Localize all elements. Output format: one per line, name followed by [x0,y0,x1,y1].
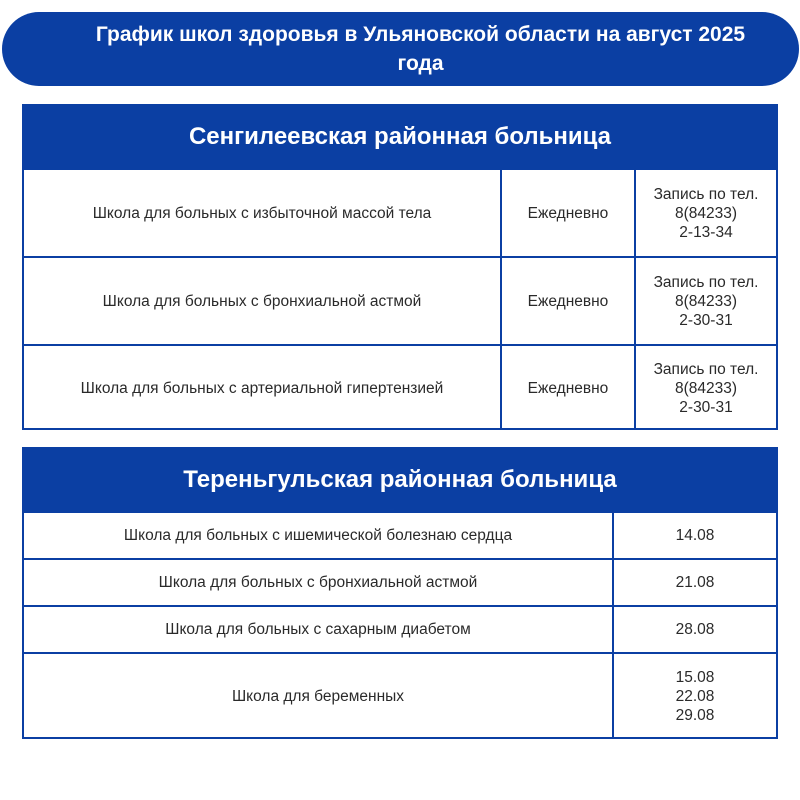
school-name-cell: Школа для беременных [231,687,405,705]
hospital-table-sengileevskaya [22,104,778,430]
contact-cell [634,346,776,430]
phone-code: 8(84233) [674,379,738,397]
hospital-table-terengulskaya [22,447,778,739]
contact-label: Запись по тел. [653,273,759,291]
phone-number: 2-30-31 [679,311,733,329]
date-value: 15.08 [675,668,715,686]
date-value: 22.08 [675,687,715,705]
contact-label: Запись по тел. [653,360,759,378]
table-row [24,344,776,430]
schedule-cell: Ежедневно [500,258,634,344]
table-row [24,168,776,256]
table-row [24,511,776,558]
table-row [24,256,776,344]
school-name-cell: Школа для больных с сахарным диабетом [165,621,471,638]
phone-code: 8(84233) [674,204,738,222]
table-row [24,605,776,652]
schedule-cell: Ежедневно [500,170,634,256]
date-value: 14.08 [675,527,715,544]
schedule-cell: Ежедневно [500,346,634,430]
date-cell [612,513,776,558]
school-name-cell: Школа для больных с артериальной гипертензией [80,379,444,397]
contact-cell [634,258,776,344]
date-cell [612,560,776,605]
contact-cell [634,170,776,256]
page-title: График школ здоровья в Ульяновской области на август 2025 года [95,23,746,75]
date-cell [612,654,776,738]
school-name-cell: Школа для больных с ишемической болезнаю сердца [123,527,513,544]
phone-number: 2-13-34 [679,223,733,241]
date-value: 29.08 [675,706,715,724]
phone-code: 8(84233) [674,292,738,310]
hospital-header: Тереньгульская районная больница [24,449,776,511]
title-banner [2,12,799,86]
date-value: 28.08 [675,621,715,638]
phone-number: 2-30-31 [679,398,733,416]
hospital-header: Сенгилеевская районная больница [24,106,776,168]
table-row [24,652,776,738]
date-value: 21.08 [675,574,715,591]
contact-label: Запись по тел. [653,185,759,203]
school-name-cell: Школа для больных с бронхиальной астмой [158,574,478,591]
table-row [24,558,776,605]
school-name-cell: Школа для больных с бронхиальной астмой [102,292,422,310]
school-name-cell: Школа для больных с избыточной массой тела [92,204,432,222]
date-cell [612,607,776,652]
